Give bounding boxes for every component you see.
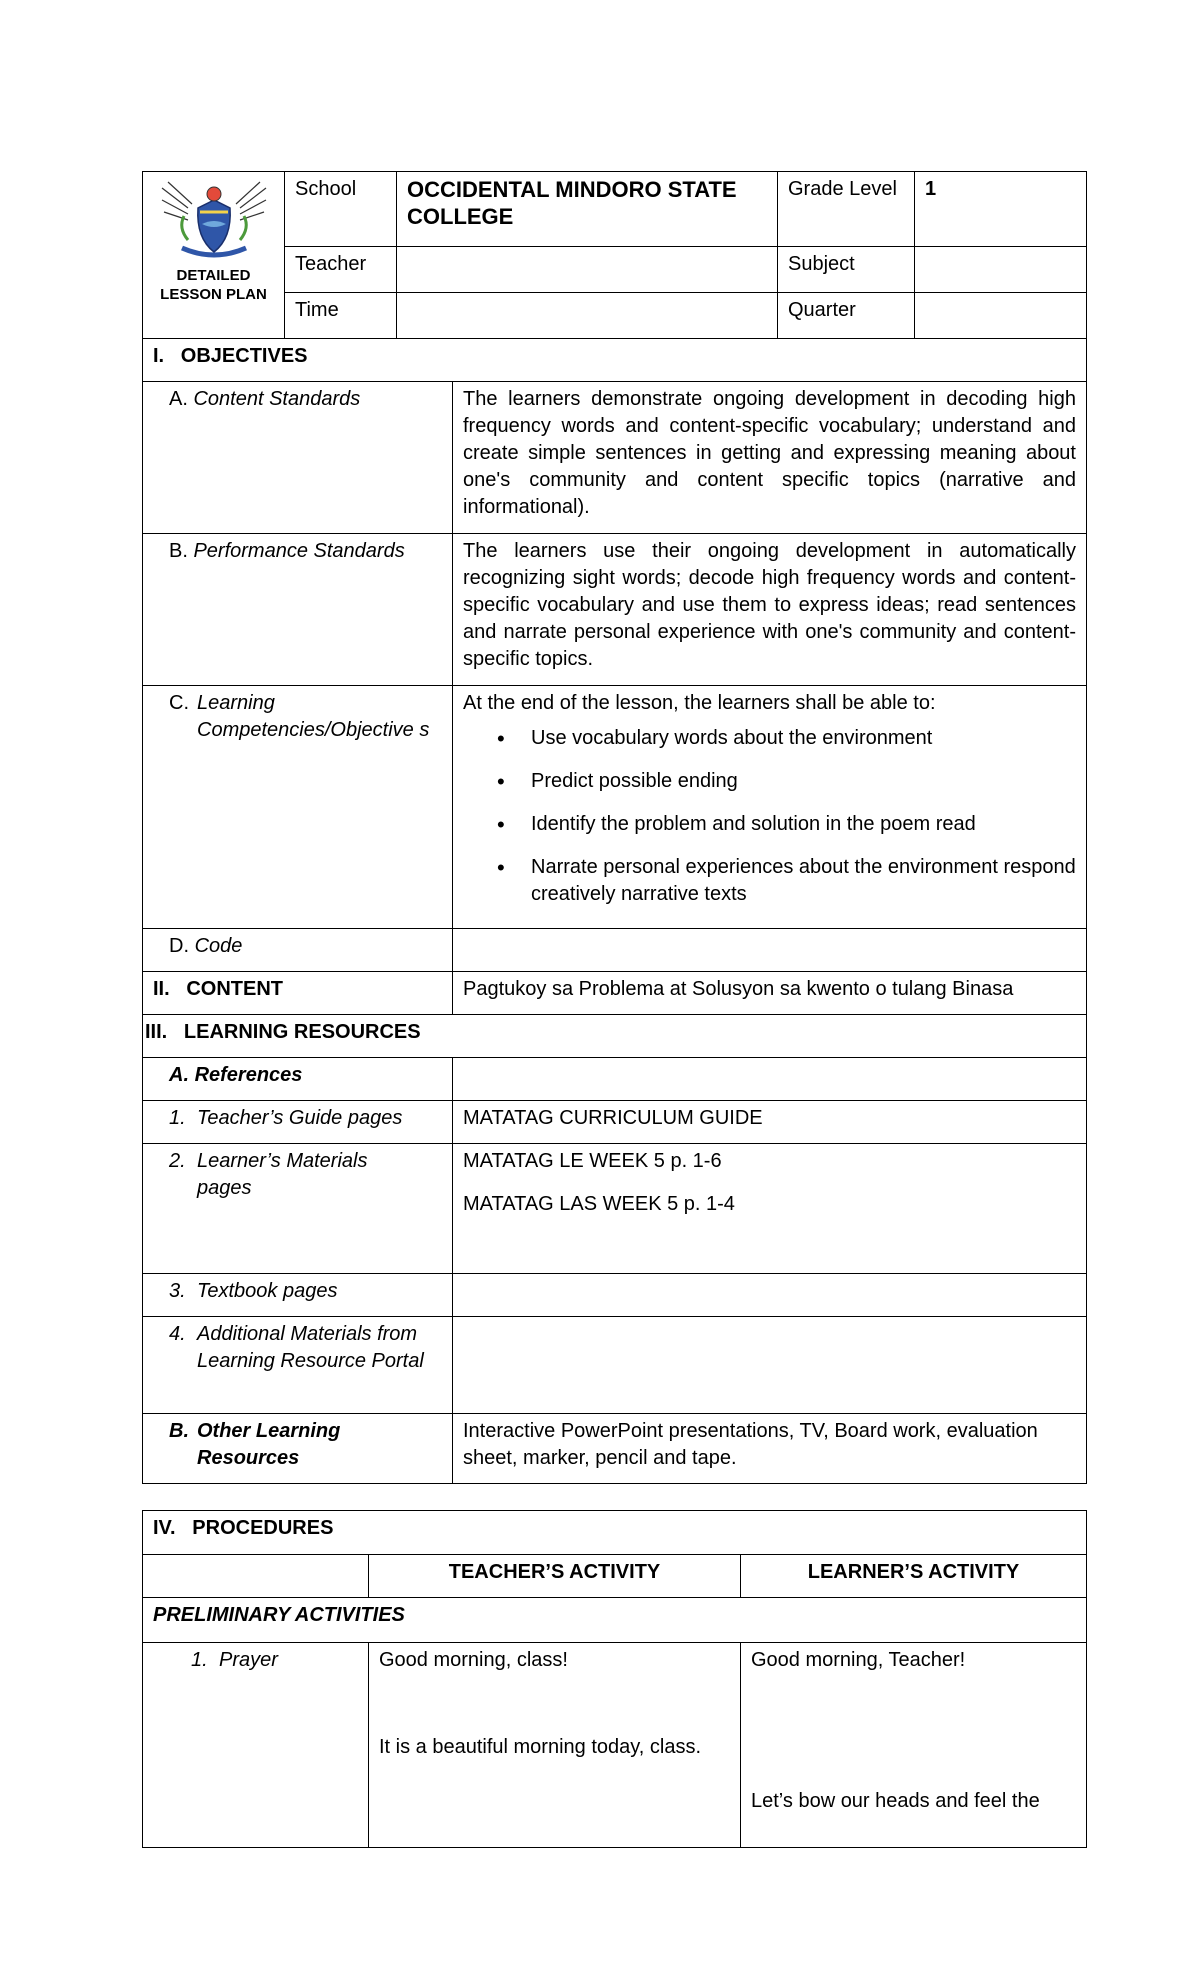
textbook-pages-number: 3.: [169, 1280, 186, 1302]
content-heading: [143, 972, 453, 1015]
learners-materials-value-1: MATATAG LE WEEK 5 p. 1-6: [463, 1150, 722, 1172]
school-label: School: [285, 172, 397, 247]
teacher-line-2: It is a beautiful morning today, class.: [379, 1736, 702, 1758]
learner-line-2: Let’s bow our heads and feel the: [751, 1790, 1040, 1812]
prayer-label-text: Prayer: [219, 1649, 278, 1671]
content-standards-text: The learners demonstrate ongoing development in decoding high frequency words and content-specific vocabulary; understand and create simple sentences in getting and expressing meaning about one's community and content specific topics (narrative and informational).: [453, 382, 1087, 534]
logo-caption: [145, 266, 282, 304]
time-value: [397, 293, 778, 339]
learners-materials-number: 2.: [169, 1150, 186, 1172]
learning-competencies-letter: C.: [169, 692, 189, 714]
code-value: [453, 929, 1087, 972]
learners-activity-header: LEARNER’S ACTIVITY: [741, 1555, 1087, 1598]
teachers-guide-label-text: Teacher’s Guide pages: [197, 1107, 403, 1129]
logo-cell: [143, 172, 285, 339]
other-resources-label-text: Other Learning Resources: [197, 1420, 341, 1469]
content-standards-letter: A.: [169, 388, 188, 410]
prayer-number: 1.: [191, 1649, 208, 1671]
code-letter: D.: [169, 935, 189, 957]
logo-caption-line-2: LESSON PLAN: [160, 286, 267, 303]
subject-label: Subject: [778, 247, 915, 293]
additional-materials-number: 4.: [169, 1323, 186, 1345]
quarter-label: Quarter: [778, 293, 915, 339]
objective-item: • Predict possible ending: [531, 768, 1076, 795]
quarter-value: [915, 293, 1087, 339]
learning-competencies-intro: At the end of the lesson, the learners shall be able to:: [463, 692, 936, 714]
additional-materials-value: [453, 1317, 1087, 1414]
teacher-value: [397, 247, 778, 293]
textbook-pages-label-text: Textbook pages: [197, 1280, 338, 1302]
logo-caption-line-1: DETAILED: [176, 267, 251, 284]
grade-level-value: 1: [915, 172, 1087, 247]
references-label-text: References: [194, 1064, 303, 1086]
lesson-plan-table: [142, 171, 1087, 1484]
references-label: [143, 1058, 453, 1101]
textbook-pages-value: [453, 1274, 1087, 1317]
learning-competencies-cell: [453, 686, 1087, 929]
learner-activity-cell: [741, 1643, 1087, 1848]
learners-materials-cell: [453, 1144, 1087, 1274]
learning-competencies-label: [143, 686, 453, 929]
college-seal-logo: [158, 178, 270, 262]
procedures-heading-number: IV.: [153, 1517, 176, 1539]
content-standards-label: [143, 382, 453, 534]
procedures-heading: [143, 1511, 1087, 1555]
other-resources-label: [143, 1414, 453, 1484]
procedures-header-blank: [143, 1555, 369, 1598]
school-value: OCCIDENTAL MINDORO STATE COLLEGE: [397, 172, 778, 247]
content-heading-number: II.: [153, 978, 170, 1000]
teachers-activity-header: TEACHER’S ACTIVITY: [369, 1555, 741, 1598]
objective-item: • Use vocabulary words about the environment: [531, 725, 1076, 752]
additional-materials-label: [143, 1317, 453, 1414]
performance-standards-letter: B.: [169, 540, 188, 562]
performance-standards-text: The learners use their ongoing development in automatically recognizing sight words; decode high frequency words and content-specific vocabulary and use them to express ideas; read sentences and narrate personal experience with one's community and content-specific topics.: [453, 534, 1087, 686]
preliminary-activities-heading: PRELIMINARY ACTIVITIES: [143, 1598, 1087, 1643]
procedures-table: [142, 1510, 1087, 1848]
prayer-label: [143, 1643, 369, 1848]
content-standards-label-text: Content Standards: [193, 388, 361, 410]
teacher-label: Teacher: [285, 247, 397, 293]
other-resources-letter: B.: [169, 1420, 189, 1442]
other-resources-value: Interactive PowerPoint presentations, TV, Board work, evaluation sheet, marker, pencil and tape.: [453, 1414, 1087, 1484]
learners-materials-label: [143, 1144, 453, 1274]
learning-resources-heading-number: III.: [145, 1021, 168, 1043]
objective-item: • Identify the problem and solution in the poem read: [531, 811, 1076, 838]
references-value: [453, 1058, 1087, 1101]
teacher-line-1: Good morning, class!: [379, 1649, 568, 1671]
additional-materials-label-text: Additional Materials from Learning Resource Portal: [197, 1323, 424, 1372]
learning-competencies-label-text: Learning Competencies/Objective s: [197, 692, 430, 741]
objectives-list: [463, 725, 1076, 908]
objective-item: • Narrate personal experiences about the environment respond creatively narrative texts: [531, 854, 1076, 908]
objectives-heading-text: OBJECTIVES: [180, 345, 308, 367]
teachers-guide-label: [143, 1101, 453, 1144]
learners-materials-label-text: Learner’s Materials pages: [197, 1150, 368, 1199]
subject-value: [915, 247, 1087, 293]
time-label: Time: [285, 293, 397, 339]
objectives-heading: [143, 339, 1087, 382]
learning-resources-heading-text: LEARNING RESOURCES: [183, 1021, 421, 1043]
content-heading-text: CONTENT: [186, 978, 284, 1000]
objectives-heading-number: I.: [153, 345, 165, 367]
references-letter: A.: [169, 1064, 189, 1086]
performance-standards-label-text: Performance Standards: [193, 540, 405, 562]
learning-resources-heading: [143, 1015, 1087, 1058]
teachers-guide-value: MATATAG CURRICULUM GUIDE: [453, 1101, 1087, 1144]
code-label: [143, 929, 453, 972]
teachers-guide-number: 1.: [169, 1107, 186, 1129]
learner-line-1: Good morning, Teacher!: [751, 1649, 966, 1671]
learners-materials-value-2: MATATAG LAS WEEK 5 p. 1-4: [463, 1193, 735, 1215]
procedures-heading-text: PROCEDURES: [192, 1517, 334, 1539]
code-label-text: Code: [194, 935, 243, 957]
teacher-activity-cell: [369, 1643, 741, 1848]
grade-level-label: Grade Level: [778, 172, 915, 247]
performance-standards-label: [143, 534, 453, 686]
content-value: Pagtukoy sa Problema at Solusyon sa kwento o tulang Binasa: [453, 972, 1087, 1015]
textbook-pages-label: [143, 1274, 453, 1317]
